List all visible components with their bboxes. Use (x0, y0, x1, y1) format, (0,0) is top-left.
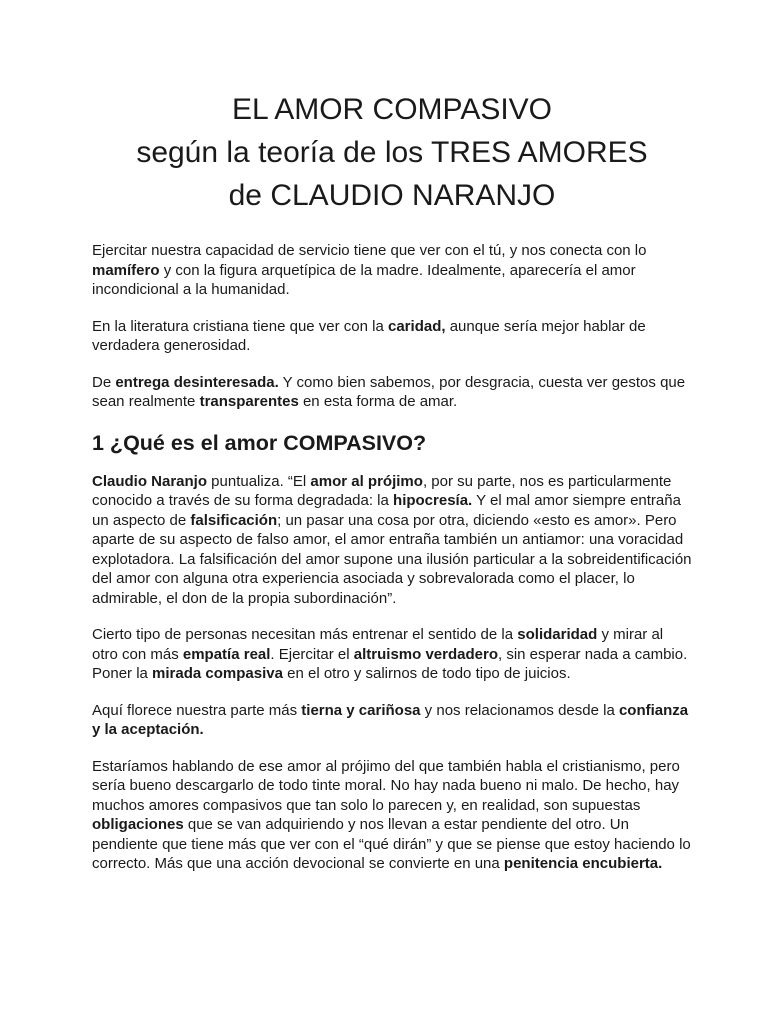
text-run: . Ejercitar el (270, 645, 354, 663)
title-line-3: de CLAUDIO NARANJO (228, 179, 556, 212)
text-run: Ejercitar nuestra capacidad de servicio tiene que ver con el tú, y nos conecta con lo (92, 242, 647, 259)
text-run: En la literatura cristiana tiene que ver con la (92, 317, 388, 335)
bold-term: Claudio Naranjo (92, 472, 208, 490)
document-title (92, 88, 692, 217)
text-run: De (92, 373, 116, 391)
bold-term: transparentes (199, 393, 299, 410)
bold-term: mamífero (92, 261, 160, 279)
section-paragraph-1 (92, 472, 692, 609)
bold-term: hipocresía. (393, 492, 473, 509)
text-run: Y como bien sabemos, por desgracia, cuesta ver gestos que sean realmente (92, 373, 686, 410)
section-paragraph-2 (92, 625, 692, 684)
text-run: que se van adquiriendo y nos llevan a estar pendiente del otro. Un pendiente que tiene más que ver con el “qué dirán” y que se piense que estoy haciendo lo correcto. Más que una acción devocional se convierte en una (92, 816, 691, 872)
text-run: Estaríamos hablando de ese amor al prójimo del que también habla el cristianismo, pero sería bueno descargarlo de todo tinte moral. No hay nada bueno ni malo. De hecho, hay muchos amores compasivos que tan solo lo parecen y, en realidad, son supuestas (92, 757, 680, 814)
text-run: y mirar al otro con más (92, 626, 664, 663)
text-run: Aquí florece nuestra parte más (92, 701, 302, 719)
bold-term: mirada compasiva (152, 665, 283, 682)
bold-term: entrega desinteresada. (115, 373, 279, 391)
bold-term: penitencia encubierta. (503, 855, 663, 872)
title-line-2: según la teoría de los TRES AMORES (136, 136, 648, 169)
text-run: Cierto tipo de personas necesitan más entrenar el sentido de la (92, 626, 518, 643)
text-run: Y el mal amor siempre entraña un aspecto de (92, 492, 681, 529)
text-run: ; un pasar una cosa por otra, diciendo «esto es amor». Pero aparte de su aspecto de falso amor, el amor entraña también un antiamor: una voracidad explotadora. La falsificación del amor supone una ilusión particular a la sobreidentificación del amor con alguna otra experiencia asociada y sobrevalorada como el placer, lo admirable, el don de la propia subordinación”. (92, 511, 692, 607)
text-run: aunque sería mejor hablar de verdadera generosidad. (92, 317, 646, 354)
text-run: , sin esperar nada a cambio. Poner la (92, 645, 688, 682)
section-paragraph-3 (92, 701, 692, 740)
text-run: puntualiza. “El (207, 472, 311, 490)
bold-term: caridad, (388, 317, 446, 335)
text-run: y nos relacionamos desde la (420, 701, 619, 719)
bold-term: falsificación (190, 511, 278, 529)
bold-term: tierna y cariñosa (301, 701, 421, 719)
bold-term: amor al prójimo (310, 472, 423, 490)
intro-paragraph-1 (92, 241, 692, 300)
bold-term: confianza y la aceptación. (92, 701, 689, 738)
title-line-1: EL AMOR COMPASIVO (231, 93, 553, 126)
text-run: en esta forma de amar. (298, 393, 458, 410)
text-run: y con la figura arquetípica de la madre. Idealmente, aparecería el amor incondicional a la humanidad. (92, 261, 636, 298)
intro-paragraph-3 (92, 373, 692, 412)
bold-term: solidaridad (517, 626, 598, 643)
text-run: , por su parte, nos es particularmente conocido a través de su forma degradada: la (92, 472, 672, 509)
intro-paragraph-2 (92, 317, 692, 356)
section-paragraph-4 (92, 757, 692, 874)
text-run: en el otro y salirnos de todo tipo de juicios. (282, 665, 571, 682)
section-heading: 1 ¿Qué es el amor COMPASIVO? (92, 430, 427, 455)
bold-term: altruismo verdadero (353, 645, 498, 663)
bold-term: empatía real (182, 645, 271, 663)
bold-term: obligaciones (92, 816, 184, 833)
